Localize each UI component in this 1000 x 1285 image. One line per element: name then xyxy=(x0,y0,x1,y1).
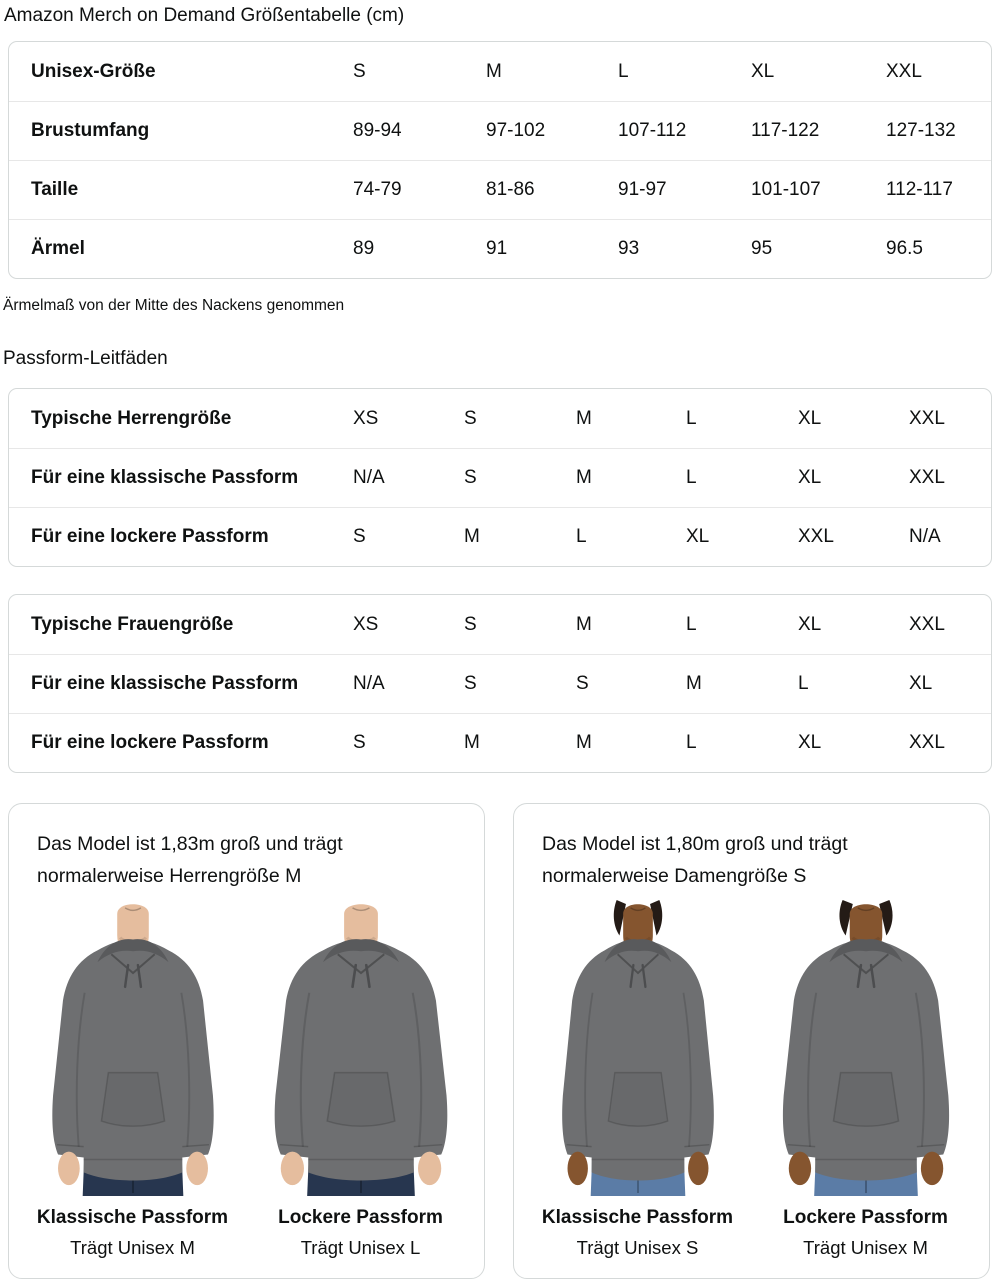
measure-cell: 101-107 xyxy=(751,179,821,200)
size-cell: M xyxy=(576,613,592,635)
table-row xyxy=(9,713,991,772)
row-label: Typische Herrengröße xyxy=(31,407,232,429)
measure-cell: 112-117 xyxy=(886,179,953,200)
male-hoodie-loose-illustration xyxy=(255,900,467,1196)
size-cell: L xyxy=(686,732,697,753)
measure-cell: 91 xyxy=(486,238,508,259)
size-caption: Trägt Unisex M xyxy=(803,1237,928,1258)
measure-cell: 96.5 xyxy=(886,238,923,259)
size-cell: XXL xyxy=(909,407,945,429)
table-row xyxy=(9,101,991,160)
size-cell: XXL xyxy=(909,732,945,753)
size-cell: S xyxy=(464,673,477,694)
size-cell: S xyxy=(353,732,366,753)
card-heading: Das Model ist 1,80m groß und trägt normalerweise Damengröße S xyxy=(542,833,848,887)
measure-cell: 93 xyxy=(618,238,640,259)
measure-cell: 74-79 xyxy=(353,179,402,200)
measure-cell: 95 xyxy=(751,238,773,259)
row-label: Für eine lockere Passform xyxy=(31,732,269,753)
size-cell: S xyxy=(464,467,477,488)
row-label: Für eine klassische Passform xyxy=(31,467,299,488)
size-cell: XS xyxy=(353,613,379,635)
size-cell: S xyxy=(464,407,477,429)
size-cell: S xyxy=(353,60,366,82)
size-cell: XL xyxy=(798,407,822,429)
size-cell: XL xyxy=(798,467,822,488)
row-label: Ärmel xyxy=(31,238,85,259)
size-cell: S xyxy=(353,526,366,547)
table-row xyxy=(9,507,991,566)
size-cell: XL xyxy=(798,613,822,635)
model-figure-female-loose xyxy=(754,900,977,1260)
figures-row xyxy=(21,900,472,1260)
fit-caption: Klassische Passform xyxy=(36,1207,229,1228)
model-photo-male-loose-fit xyxy=(255,900,467,1196)
size-cell: S xyxy=(576,673,589,694)
male-hoodie-classic-illustration xyxy=(27,900,239,1196)
female-hoodie-loose-illustration xyxy=(760,900,972,1196)
table-row xyxy=(9,219,991,278)
size-cell: L xyxy=(686,467,697,488)
womens-fit-table xyxy=(8,594,992,773)
model-figure-female-classic xyxy=(526,900,749,1260)
card-heading: Das Model ist 1,83m groß und trägt normalerweise Herrengröße M xyxy=(37,833,343,887)
size-cell: S xyxy=(464,613,477,635)
page-title: Amazon Merch on Demand Größentabelle (cm) xyxy=(4,5,405,26)
model-figure-male-loose xyxy=(249,900,472,1260)
row-label: Taille xyxy=(31,179,79,200)
row-label: Brustumfang xyxy=(31,120,150,141)
size-cell: M xyxy=(686,673,702,694)
table-row xyxy=(9,448,991,507)
table-row xyxy=(9,595,991,654)
size-caption: Trägt Unisex S xyxy=(576,1237,699,1258)
model-photo-female-loose-fit xyxy=(760,900,972,1196)
size-cell: M xyxy=(576,732,592,753)
measure-cell: 89-94 xyxy=(353,120,402,141)
model-figure-male-classic xyxy=(21,900,244,1260)
unisex-sizing-table xyxy=(8,41,992,279)
size-cell: M xyxy=(576,407,592,429)
model-photo-male-classic-fit xyxy=(27,900,239,1196)
size-cell: M xyxy=(486,60,502,82)
size-cell: L xyxy=(686,407,697,429)
size-cell: XXL xyxy=(886,60,922,82)
measure-cell: 89 xyxy=(353,238,375,259)
fit-caption: Klassische Passform xyxy=(541,1207,734,1228)
table-row xyxy=(9,389,991,448)
mens-model-card xyxy=(8,803,485,1279)
fit-caption: Lockere Passform xyxy=(278,1207,443,1228)
size-cell: XS xyxy=(353,407,379,429)
size-cell: XXL xyxy=(798,526,834,547)
female-hoodie-classic-illustration xyxy=(538,900,737,1196)
fit-caption: Lockere Passform xyxy=(783,1207,948,1228)
size-cell: L xyxy=(576,526,587,547)
size-cell: L xyxy=(618,60,629,82)
size-cell: XL xyxy=(751,60,775,82)
size-cell: M xyxy=(464,732,480,753)
size-cell: XL xyxy=(909,673,933,694)
size-cell: N/A xyxy=(353,467,385,488)
measure-cell: 81-86 xyxy=(486,179,535,200)
model-cards-row xyxy=(8,803,992,1279)
measure-cell: 117-122 xyxy=(751,120,820,141)
row-label: Unisex-Größe xyxy=(31,60,156,82)
size-cell: N/A xyxy=(353,673,385,694)
size-cell: L xyxy=(798,673,809,694)
row-label: Typische Frauengröße xyxy=(31,613,234,635)
measure-cell: 97-102 xyxy=(486,120,546,141)
size-cell: L xyxy=(686,613,697,635)
size-cell: N/A xyxy=(909,526,941,547)
row-label: Für eine klassische Passform xyxy=(31,673,299,694)
table-row xyxy=(9,42,991,101)
mens-fit-table xyxy=(8,388,992,567)
figures-row xyxy=(526,900,977,1260)
measure-cell: 127-132 xyxy=(886,120,956,141)
size-cell: XL xyxy=(686,526,710,547)
size-cell: XXL xyxy=(909,467,945,488)
size-cell: XXL xyxy=(909,613,945,635)
size-cell: M xyxy=(464,526,480,547)
sleeve-measure-note: Ärmelmaß von der Mitte des Nackens genommen xyxy=(3,297,345,314)
womens-model-card xyxy=(513,803,990,1279)
table-row xyxy=(9,160,991,219)
measure-cell: 91-97 xyxy=(618,179,667,200)
model-photo-female-classic-fit xyxy=(532,900,744,1196)
measure-cell: 107-112 xyxy=(618,120,687,141)
size-cell: M xyxy=(576,467,592,488)
row-label: Für eine lockere Passform xyxy=(31,526,269,547)
fit-guides-title: Passform-Leitfäden xyxy=(3,348,168,369)
table-row xyxy=(9,654,991,713)
size-caption: Trägt Unisex M xyxy=(70,1237,195,1258)
size-caption: Trägt Unisex L xyxy=(300,1237,421,1258)
size-cell: XL xyxy=(798,732,822,753)
